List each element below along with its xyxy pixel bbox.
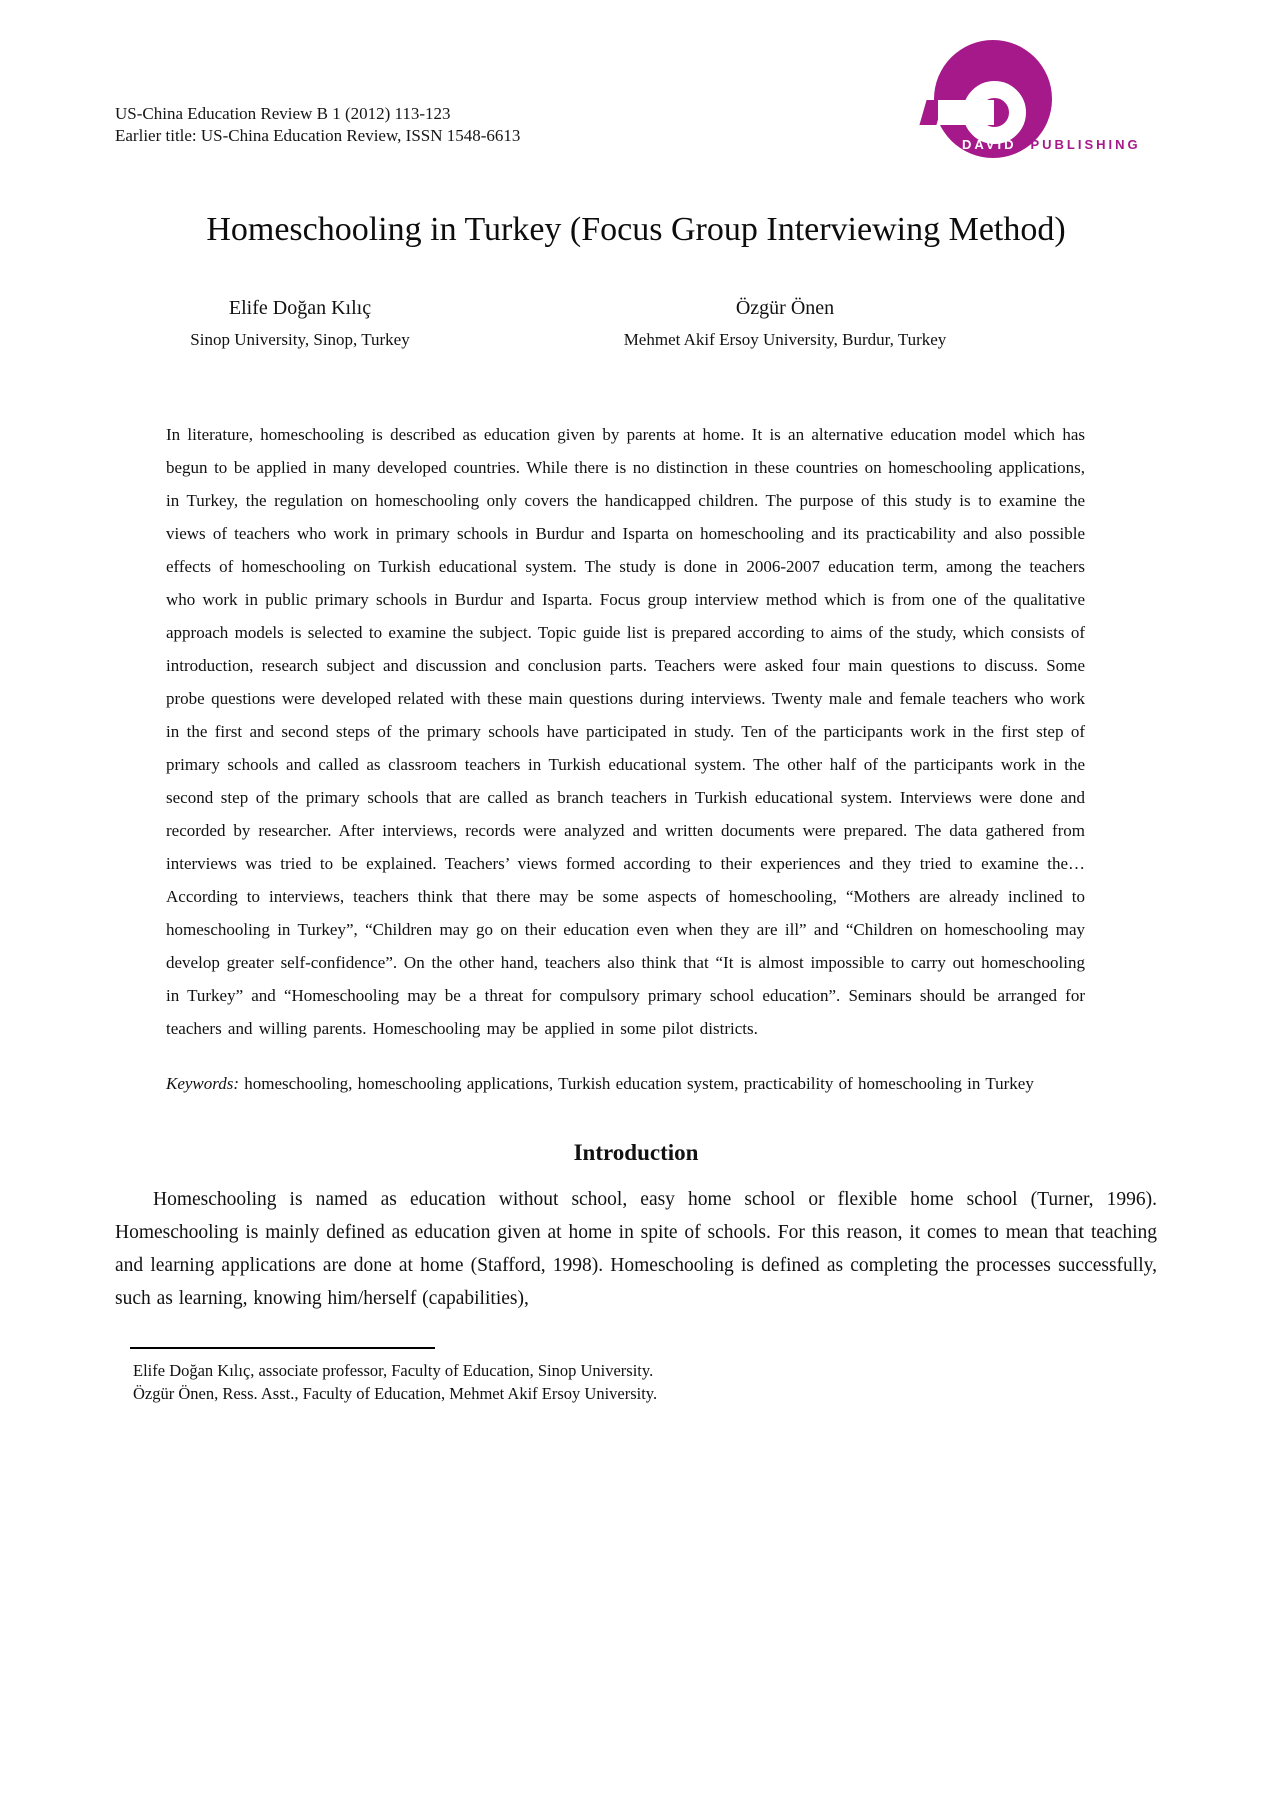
keywords-line [166, 1067, 1085, 1100]
author-1-affiliation: Sinop University, Sinop, Turkey [190, 330, 410, 349]
author-2 [525, 297, 1045, 350]
journal-earlier-title-line: Earlier title: US-China Education Review, ISSN 1548-6613 [115, 126, 521, 145]
logo-word-publishing: PUBLISHING [1030, 137, 1141, 152]
author-2-affiliation: Mehmet Akif Ersoy University, Burdur, Turkey [623, 330, 947, 349]
logo-word-david: DAVID [962, 137, 1017, 152]
footnote-divider [130, 1347, 435, 1349]
footnote-author-1: Elife Doğan Kılıç, associate professor, Faculty of Education, Sinop University. [133, 1361, 654, 1380]
keywords-label: Keywords: [166, 1074, 240, 1093]
page-title: Homeschooling in Turkey (Focus Group Interviewing Method) [206, 211, 1066, 248]
logo-d-icon [963, 81, 1026, 144]
introduction-paragraph: Homeschooling is named as education without school, easy home school or flexible home school (Turner, 1996). Homeschooling is mainly defined as education given at home in spite of schools. For this reason, it comes to mean that teaching and learning applications are done at home (Stafford, 1998). Homeschooling is defined as completing the processes successfully, such as learning, knowing him/herself (capabilities), [115, 1189, 1157, 1309]
footnotes-block [115, 1359, 1157, 1405]
abstract-text: In literature, homeschooling is described as education given by parents at home. It is an alternative education model which has begun to be applied in many developed countries. While there is no distinction in these countries on homeschooling applications, in Turkey, the regulation on homeschooling only covers the handicapped children. The purpose of this study is to examine the views of teachers who work in primary schools in Burdur and Isparta on homeschooling and its practicability and also possible effects of homeschooling on Turkish educational system. The study is done in 2006-2007 education term, among the teachers who work in public primary schools in Burdur and Isparta. Focus group interview method which is from one of the qualitative approach models is selected to examine the subject. Topic guide list is prepared according to aims of the study, which consists of introduction, research subject and discussion and conclusion parts. Teachers were asked four main questions to discuss. Some probe questions were developed related with these main questions during interviews. Twenty male and female teachers who work in the first and second steps of the primary schools have participated in study. Ten of the participants work in the first step of primary schools and called as classroom teachers in Turkish educational system. The other half of the participants work in the second step of the primary schools that are called as branch teachers in Turkish educational system. Interviews were done and recorded by researcher. After interviews, records were analyzed and written documents were prepared. The data gathered from interviews was tried to be explained. Teachers’ views formed according to their experiences and they tried to examine the… According to interviews, teachers think that there may be some aspects of homeschooling, “Mothers are already inclined to homeschooling in Turkey”, “Children may go on their education even when they are ill” and “Children on homeschooling may develop greater self-confidence”. On the other hand, teachers also think that “It is almost impossible to carry out homeschooling in Turkey” and “Homeschooling may be a threat for compulsory primary school education”. Seminars should be arranged for teachers and willing parents. Homeschooling may be applied in some pilot districts. [166, 425, 1085, 1038]
authors-block [115, 297, 1157, 350]
author-2-name: Özgür Önen [735, 297, 835, 319]
keywords-text: homeschooling, homeschooling applications, Turkish education system, practicability of homeschooling in Turkey [239, 1074, 1034, 1093]
david-publishing-logo [922, 40, 1152, 164]
logo-wordmark [962, 137, 1141, 152]
introduction-heading: Introduction [573, 1140, 699, 1165]
journal-citation-line: US-China Education Review B 1 (2012) 113-123 [115, 104, 451, 123]
footnote-author-2: Özgür Önen, Ress. Asst., Faculty of Education, Mehmet Akif Ersoy University. [133, 1384, 658, 1403]
author-1-name: Elife Doğan Kılıç [228, 297, 372, 319]
author-1 [115, 297, 485, 350]
